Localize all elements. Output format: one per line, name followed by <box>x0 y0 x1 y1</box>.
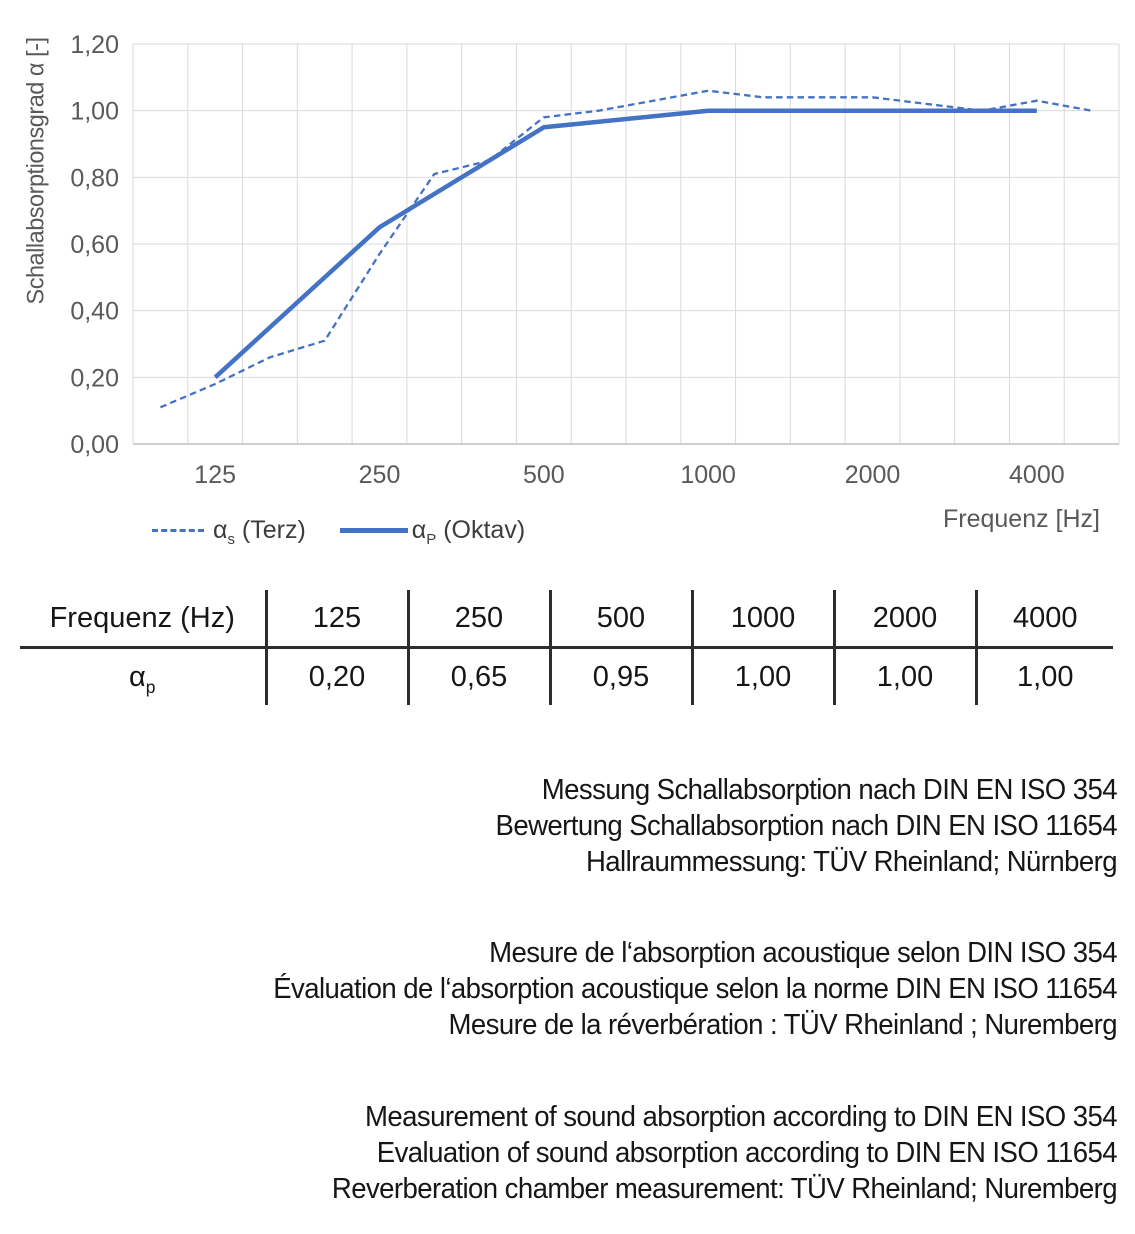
table-row-label <box>20 648 266 706</box>
table-header-cell: 4000 <box>976 590 1113 648</box>
absorption-chart <box>0 0 1135 560</box>
note-german <box>56 772 1117 880</box>
table-value-cell: 1,00 <box>976 648 1113 706</box>
y-tick-label: 0,00 <box>70 431 119 459</box>
y-axis-title: Schallabsorptionsgrad α [-] <box>22 31 50 305</box>
x-axis-title: Frequenz [Hz] <box>942 505 1100 533</box>
absorption-table <box>20 590 1113 705</box>
terz-line-sample <box>152 529 204 532</box>
table-value-cell: 0,65 <box>408 648 550 706</box>
legend-terz-rest: (Terz) <box>234 515 306 544</box>
alpha-subscript: p <box>145 676 156 697</box>
chart-canvas <box>0 0 1135 560</box>
note-line: Hallraummessung: TÜV Rheinland; Nürnberg <box>585 846 1117 878</box>
y-tick-label: 0,20 <box>70 364 119 393</box>
table-header-frequency: Frequenz (Hz) <box>20 590 266 648</box>
y-tick-label: 1,00 <box>70 97 119 126</box>
x-tick-label: 4000 <box>1009 461 1065 489</box>
table-header-cell: 1000 <box>692 590 834 648</box>
table-header-cell: 2000 <box>834 590 976 648</box>
legend-oktav-alpha: α <box>411 515 427 544</box>
y-tick-label: 0,80 <box>70 164 119 193</box>
note-line: Mesure de l‘absorption acoustique selon DIN ISO 354 <box>489 937 1117 969</box>
note-line: Bewertung Schallabsorption nach DIN EN ISO 11654 <box>495 810 1117 842</box>
x-tick-label: 125 <box>194 461 237 489</box>
note-line: Reverberation chamber measurement: TÜV Rheinland; Nuremberg <box>331 1173 1118 1205</box>
note-line: Messung Schallabsorption nach DIN EN ISO 354 <box>541 774 1117 806</box>
note-english <box>56 1099 1117 1207</box>
table-header-row <box>20 590 1113 648</box>
table-header-cell: 500 <box>550 590 692 648</box>
alpha-symbol: α <box>129 660 146 693</box>
table-value-cell: 1,00 <box>834 648 976 706</box>
note-french <box>56 935 1117 1043</box>
oktav-line-sample <box>340 528 408 533</box>
table-value-row <box>20 648 1113 706</box>
y-tick-label: 0,40 <box>70 297 119 326</box>
legend-terz-alpha: α <box>213 515 228 544</box>
x-tick-label: 2000 <box>844 461 901 489</box>
x-tick-label: 250 <box>358 461 401 489</box>
legend-label-oktav <box>411 515 526 548</box>
legend-oktav-sub: P <box>426 530 437 548</box>
legend-oktav-rest: (Oktav) <box>436 515 526 544</box>
chart-legend <box>152 514 525 546</box>
table-value-cell: 0,20 <box>266 648 408 706</box>
legend-label-terz <box>213 515 306 548</box>
table-header-cell: 125 <box>266 590 408 648</box>
note-line: Measurement of sound absorption according to DIN EN ISO 354 <box>365 1101 1118 1133</box>
note-line: Évaluation de l‘absorption acoustique selon la norme DIN EN ISO 11654 <box>273 973 1117 1005</box>
x-tick-label: 1000 <box>680 461 736 489</box>
y-tick-label: 0,60 <box>70 231 119 259</box>
note-line: Evaluation of sound absorption according to DIN EN ISO 11654 <box>376 1137 1117 1169</box>
legend-terz-sub: s <box>227 530 235 548</box>
table-value-cell: 1,00 <box>692 648 834 706</box>
table-header-cell: 250 <box>408 590 550 648</box>
note-line: Mesure de la réverbération : TÜV Rheinland ; Nuremberg <box>448 1009 1117 1041</box>
x-tick-label: 500 <box>522 461 565 489</box>
table-value-cell: 0,95 <box>550 648 692 706</box>
y-tick-label: 1,20 <box>70 31 119 59</box>
